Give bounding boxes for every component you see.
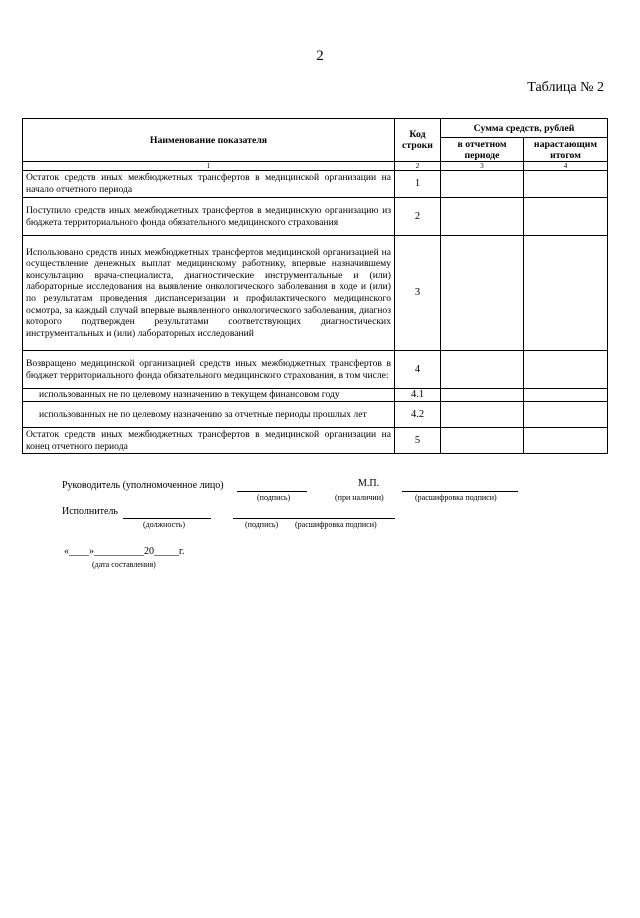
report-table [22, 118, 608, 454]
row-period-value [441, 428, 524, 454]
row-name: Поступило средств иных межбюджетных трансфертов в медицинскую организацию из бюджета территориального фонда обязательного медицинского страхования [23, 198, 395, 236]
mp-caption: (при наличии) [335, 493, 384, 502]
date-line: «____»__________20_____г. [64, 546, 185, 557]
row-cumulative-value [524, 171, 608, 198]
position-caption: (должность) [143, 520, 185, 529]
row-code: 1 [395, 171, 441, 198]
exec-sign-caption: (подпись) [245, 520, 279, 529]
row-period-value [441, 198, 524, 236]
row-cumulative-value [524, 351, 608, 389]
row-name: Использовано средств иных межбюджетных трансфертов медицинской организацией на осуществление денежных выплат медицинскому работнику, впервые назначившему консультацию врача-специалиста, диагностические инструментальные и (или) лабораторные исследования на выявление онкологического заболевания в ходе и (или) по результатам проведения диспансеризации и профилактического медицинского осмотра, за каждый случай впервые выявленного онкологического заболевания, диагноз которого подтвержден результатами соответствующих диагностических инструментальных и (или) лабораторных исследований [23, 236, 395, 351]
row-code: 4.1 [395, 389, 441, 402]
row-period-value [441, 236, 524, 351]
table-row [23, 198, 608, 236]
position-line [123, 518, 211, 519]
head-signature-line [237, 491, 307, 492]
row-name: Остаток средств иных межбюджетных трансфертов в медицинской организации на конец отчетного периода [23, 428, 395, 454]
column-number: 2 [395, 162, 441, 171]
row-name: использованных не по целевому назначению в текущем финансовом году [23, 389, 395, 402]
column-number: 4 [524, 162, 608, 171]
row-cumulative-value [524, 402, 608, 428]
row-period-value [441, 171, 524, 198]
head-sign-caption: (подпись) [257, 493, 291, 502]
mp-label: М.П. [358, 478, 380, 489]
table-row [23, 402, 608, 428]
table-row [23, 236, 608, 351]
exec-decode-caption: (расшифровка подписи) [295, 520, 377, 529]
row-name: Остаток средств иных межбюджетных трансфертов в медицинской организации на начало отчетного периода [23, 171, 395, 198]
page-number: 2 [316, 48, 324, 64]
header-period: в отчетном периоде [441, 138, 524, 162]
table-title: Таблица № 2 [527, 80, 604, 95]
table-row [23, 171, 608, 198]
row-name: использованных не по целевому назначению за отчетные периоды прошлых лет [23, 402, 395, 428]
row-cumulative-value [524, 198, 608, 236]
row-code: 4 [395, 351, 441, 389]
executor-label: Исполнитель [62, 506, 118, 517]
head-label: Руководитель (уполномоченное лицо) [62, 480, 224, 491]
row-code: 4.2 [395, 402, 441, 428]
table-row [23, 428, 608, 454]
header-code: Код строки [395, 119, 441, 162]
header-name: Наименование показателя [23, 119, 395, 162]
row-period-value [441, 351, 524, 389]
column-number: 3 [441, 162, 524, 171]
row-cumulative-value [524, 236, 608, 351]
row-cumulative-value [524, 428, 608, 454]
row-period-value [441, 389, 524, 402]
executor-signature-line [233, 518, 395, 519]
column-number: 1 [23, 162, 395, 171]
row-code: 2 [395, 198, 441, 236]
header-sum-group: Сумма средств, рублей [441, 119, 608, 138]
row-code: 3 [395, 236, 441, 351]
row-name: Возвращено медицинской организацией средств иных межбюджетных трансфертов в бюджет территориального фонда обязательного медицинского страхования, в том числе: [23, 351, 395, 389]
row-code: 5 [395, 428, 441, 454]
head-decode-caption: (расшифровка подписи) [415, 493, 497, 502]
date-caption: (дата составления) [92, 560, 156, 569]
table-row [23, 389, 608, 402]
row-period-value [441, 402, 524, 428]
column-numbers-row [23, 162, 608, 171]
header-cumulative: нарастающим итогом [524, 138, 608, 162]
table-row [23, 351, 608, 389]
head-decode-line [402, 491, 518, 492]
row-cumulative-value [524, 389, 608, 402]
